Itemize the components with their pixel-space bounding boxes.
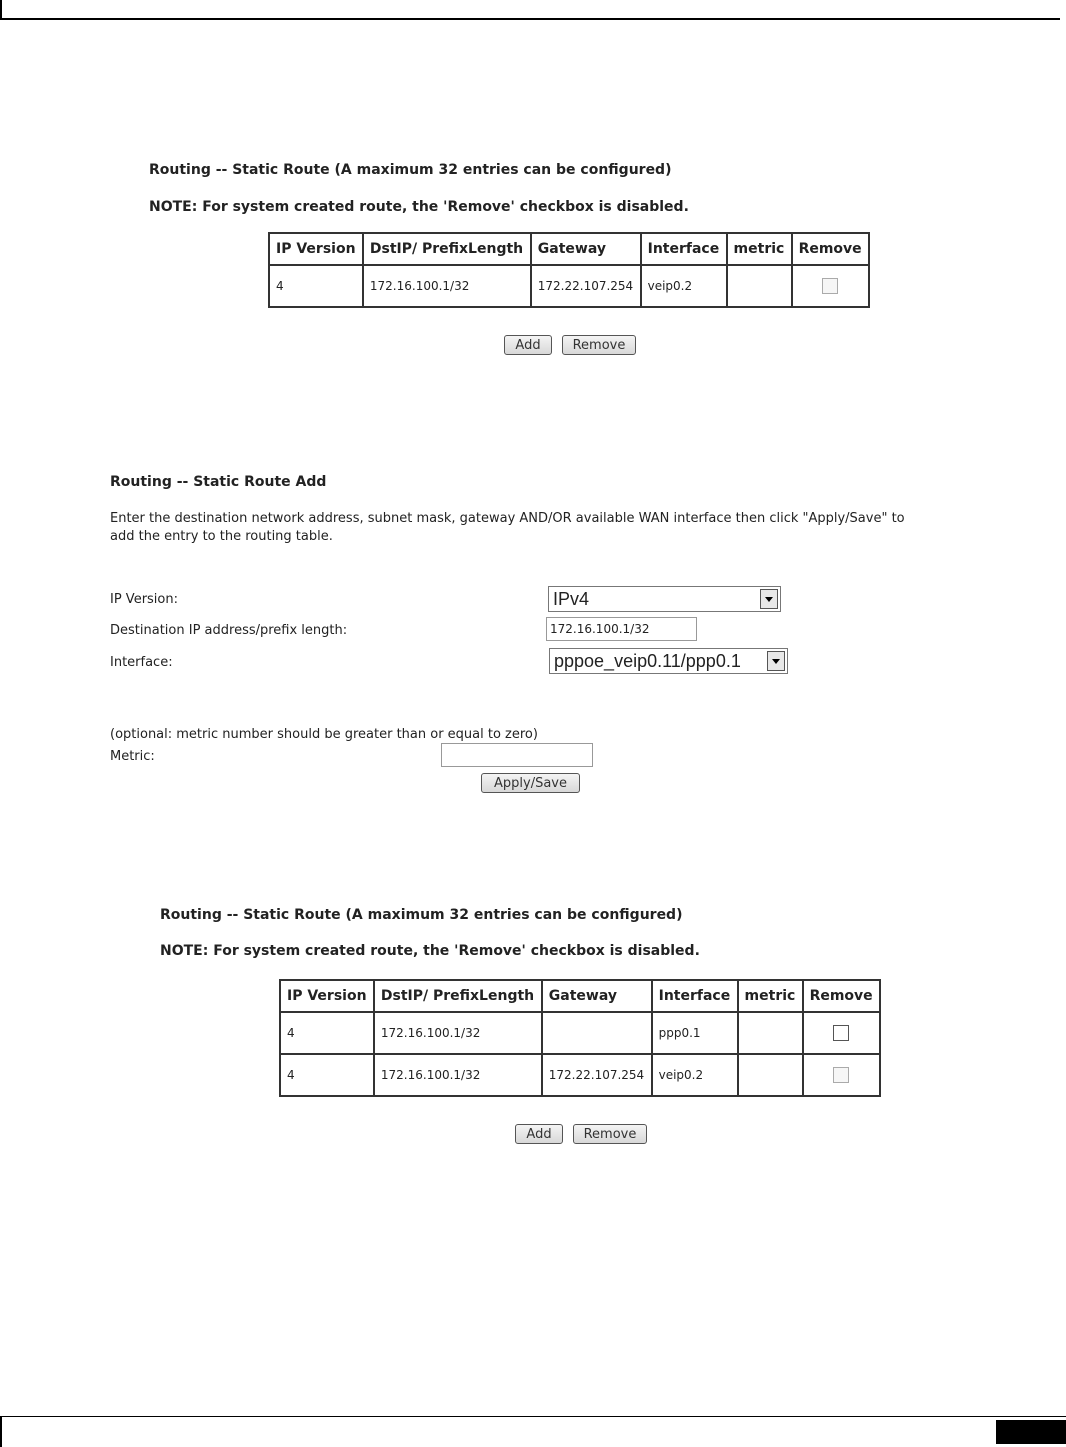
column-header: metric: [738, 980, 803, 1012]
dst-cell: 172.16.100.1/32: [374, 1054, 542, 1096]
route-table: [279, 979, 881, 1097]
column-header: IP Version: [269, 233, 363, 265]
interface-select[interactable]: [549, 648, 788, 674]
route-list-note: NOTE: For system created route, the 'Remove' checkbox is disabled.: [160, 943, 700, 959]
remove-cell: [803, 1054, 880, 1096]
column-header: Remove: [803, 980, 880, 1012]
dst-cell: 172.16.100.1/32: [374, 1012, 542, 1054]
route-add-description-line2: add the entry to the routing table.: [110, 529, 333, 544]
route-add-description-line1: Enter the destination network address, subnet mask, gateway AND/OR available WAN interface then click "Apply/Save" to: [110, 511, 905, 526]
remove-checkbox-disabled: [833, 1067, 849, 1083]
destination-label: Destination IP address/prefix length:: [110, 623, 348, 638]
metric-cell: [727, 265, 792, 307]
column-header: metric: [727, 233, 792, 265]
route-list-title: Routing -- Static Route (A maximum 32 entries can be configured): [160, 907, 683, 923]
metric-cell: [738, 1054, 803, 1096]
apply-save-button[interactable]: Apply/Save: [481, 773, 580, 793]
column-header: Interface: [652, 980, 738, 1012]
page-footer-border: [0, 1416, 1066, 1447]
gateway-cell: [542, 1012, 652, 1054]
ip-version-cell: 4: [269, 265, 363, 307]
column-header: Gateway: [531, 233, 641, 265]
interface-selected-value: pppoe_veip0.11/ppp0.1: [554, 651, 741, 671]
route-list-note: NOTE: For system created route, the 'Remove' checkbox is disabled.: [149, 199, 689, 215]
page-header-border: [0, 0, 1060, 20]
remove-button[interactable]: Remove: [573, 1124, 647, 1144]
destination-input[interactable]: 172.16.100.1/32: [546, 617, 697, 641]
metric-cell: [738, 1012, 803, 1054]
table-row: [280, 1012, 880, 1054]
gateway-cell: 172.22.107.254: [542, 1054, 652, 1096]
column-header: DstIP/ PrefixLength: [363, 233, 531, 265]
chevron-down-icon: [760, 589, 778, 609]
interface-cell: ppp0.1: [652, 1012, 738, 1054]
route-table: [268, 232, 870, 308]
ip-version-cell: 4: [280, 1054, 374, 1096]
remove-checkbox[interactable]: [833, 1025, 849, 1041]
route-add-title: Routing -- Static Route Add: [110, 474, 327, 490]
remove-checkbox-disabled: [822, 278, 838, 294]
interface-cell: veip0.2: [641, 265, 727, 307]
table-header-row: [269, 233, 869, 265]
ip-version-selected-value: IPv4: [553, 589, 590, 609]
add-button[interactable]: Add: [515, 1124, 563, 1144]
column-header: DstIP/ PrefixLength: [374, 980, 542, 1012]
column-header: IP Version: [280, 980, 374, 1012]
ip-version-cell: 4: [280, 1012, 374, 1054]
chevron-down-icon: [767, 651, 785, 671]
remove-cell: [792, 265, 869, 307]
route-list-title: Routing -- Static Route (A maximum 32 entries can be configured): [149, 162, 672, 178]
column-header: Interface: [641, 233, 727, 265]
add-button[interactable]: Add: [504, 335, 552, 355]
metric-label: Metric:: [110, 749, 155, 764]
remove-button[interactable]: Remove: [562, 335, 636, 355]
table-header-row: [280, 980, 880, 1012]
dst-cell: 172.16.100.1/32: [363, 265, 531, 307]
metric-hint: (optional: metric number should be greater than or equal to zero): [110, 727, 538, 742]
remove-cell: [803, 1012, 880, 1054]
gateway-cell: 172.22.107.254: [531, 265, 641, 307]
metric-input[interactable]: [441, 743, 593, 767]
column-header: Gateway: [542, 980, 652, 1012]
ip-version-label: IP Version:: [110, 592, 178, 607]
interface-cell: veip0.2: [652, 1054, 738, 1096]
table-row: [269, 265, 869, 307]
table-row: [280, 1054, 880, 1096]
interface-label: Interface:: [110, 655, 173, 670]
page-number-tab: [996, 1420, 1066, 1444]
column-header: Remove: [792, 233, 869, 265]
ip-version-select[interactable]: [548, 586, 781, 612]
